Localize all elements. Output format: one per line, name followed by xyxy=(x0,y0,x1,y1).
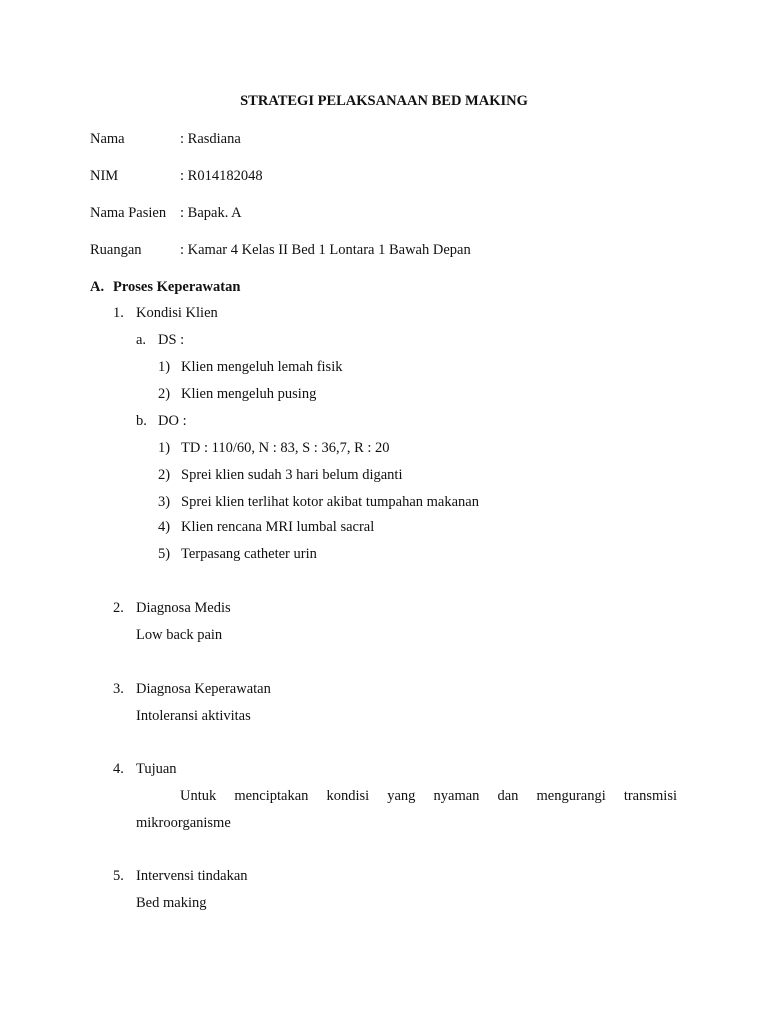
item2-marker: 2. xyxy=(113,600,124,616)
identity-label-nama: Nama xyxy=(90,131,125,147)
item4-marker: 4. xyxy=(113,761,124,777)
document-title: STRATEGI PELAKSANAAN BED MAKING xyxy=(240,93,528,109)
ds-item-text: Klien mengeluh lemah fisik xyxy=(181,359,343,375)
do-item-text: Klien rencana MRI lumbal sacral xyxy=(181,519,375,535)
item4-value-line2: mikroorganisme xyxy=(136,815,231,831)
item4-value-line1: Untuk menciptakan kondisi yang nyaman dan mengurangi transmisi xyxy=(180,788,677,804)
item4-label: Tujuan xyxy=(136,761,177,777)
do-item-marker: 2) xyxy=(158,467,171,483)
ds-label: DS : xyxy=(158,332,185,348)
section-a-marker: A. xyxy=(90,279,105,295)
do-marker: b. xyxy=(136,413,147,429)
ds-item-marker: 2) xyxy=(158,386,171,402)
do-item-marker: 4) xyxy=(158,519,171,535)
identity-label-nim: NIM xyxy=(90,168,119,184)
item3-marker: 3. xyxy=(113,681,124,697)
do-item-text: Terpasang catheter urin xyxy=(181,546,317,562)
identity-value-nim: : R014182048 xyxy=(180,168,263,184)
item2-value: Low back pain xyxy=(136,627,223,643)
identity-value-ruangan: : Kamar 4 Kelas II Bed 1 Lontara 1 Bawah Depan xyxy=(180,242,471,258)
identity-label-ruangan: Ruangan xyxy=(90,242,142,258)
do-item-text: TD : 110/60, N : 83, S : 36,7, R : 20 xyxy=(181,440,390,456)
item5-label: Intervensi tindakan xyxy=(136,868,248,884)
ds-item-marker: 1) xyxy=(158,359,171,375)
item5-value: Bed making xyxy=(136,895,207,911)
item5-marker: 5. xyxy=(113,868,124,884)
item3-label: Diagnosa Keperawatan xyxy=(136,681,271,697)
do-item-text: Sprei klien terlihat kotor akibat tumpahan makanan xyxy=(181,494,479,510)
identity-label-nama-pasien: Nama Pasien xyxy=(90,205,167,221)
item2-label: Diagnosa Medis xyxy=(136,600,231,616)
ds-marker: a. xyxy=(136,332,147,348)
section-a-heading: Proses Keperawatan xyxy=(113,279,241,295)
item3-value: Intoleransi aktivitas xyxy=(136,708,251,724)
do-item-text: Sprei klien sudah 3 hari belum diganti xyxy=(181,467,403,483)
identity-value-nama: : Rasdiana xyxy=(180,131,241,147)
identity-value-nama-pasien: : Bapak. A xyxy=(180,205,242,221)
do-item-marker: 1) xyxy=(158,440,171,456)
item1-label: Kondisi Klien xyxy=(136,305,218,321)
do-label: DO : xyxy=(158,413,187,429)
ds-item-text: Klien mengeluh pusing xyxy=(181,386,317,402)
item1-marker: 1. xyxy=(113,305,124,321)
do-item-marker: 5) xyxy=(158,546,171,562)
do-item-marker: 3) xyxy=(158,494,171,510)
